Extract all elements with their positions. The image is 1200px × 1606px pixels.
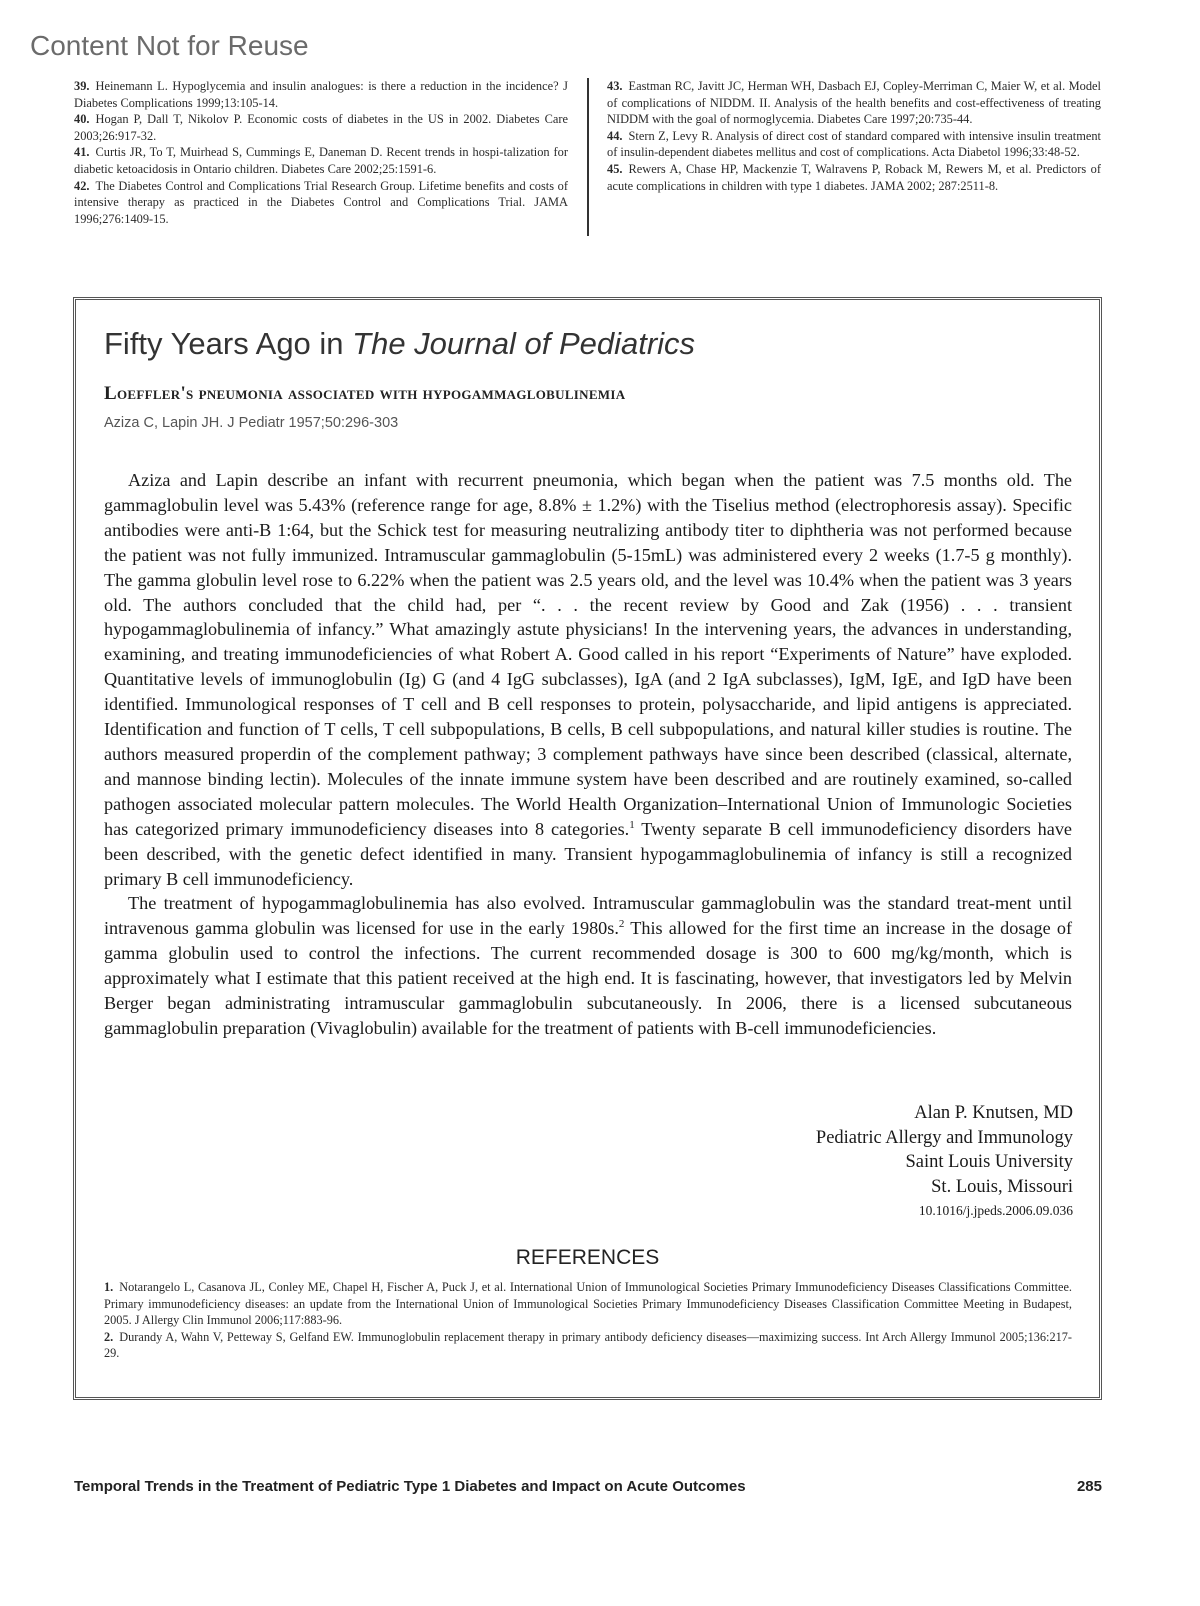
- paragraph-text: The treatment of hypogammaglobulinemia has also evolved. Intramuscular gammaglobulin was the standard treat-ment until intravenous gamma globulin was licensed for use in the early 1980s.: [104, 893, 1072, 939]
- article-citation: Aziza C, Lapin JH. J Pediatr 1957;50:296-303: [104, 415, 399, 431]
- article-subtitle: Loeffler's pneumonia associated with hypogammaglobulinemia: [104, 383, 626, 404]
- reference-item: [104, 1279, 1072, 1329]
- footnote-ref[interactable]: 2: [618, 918, 625, 931]
- reference-text: Eastman RC, Javitt JC, Herman WH, Dasbach EJ, Copley-Merriman C, Maier W, et al. Model of complications of NIDDM. II. Analysis of the health benefits and cost-effectiveness of treating NIDDM with the goal of normoglycemia. Diabetes Care 1997;20:735-44.: [607, 79, 1101, 127]
- reference-item: [104, 1329, 1072, 1362]
- reference-item: [607, 78, 1101, 128]
- paragraph: [104, 891, 1072, 1040]
- paragraph-text: This allowed for the first time an increase in the dosage of gamma globulin used to control the infections. The current recommended dosage is 300 to 600 mg/kg/month, which is approximately what I estimate that this patient received at the high end. It is fascinating, however, that investigators led by Melvin Berger began administrating intramuscular gammaglobulin subcutaneously. In 2006, there is a licensed subcutaneous gammaglobulin preparation (Vivaglobulin) available for the treatment of patients with B-cell immunodeficiencies.: [104, 918, 1072, 1038]
- reference-text: Rewers A, Chase HP, Mackenzie T, Walravens P, Roback M, Rewers M, et al. Predictors of acute complications in children with type 1 diabetes. JAMA 2002; 287:2511-8.: [607, 161, 1101, 193]
- reference-item: [607, 161, 1101, 194]
- reference-number: 39.: [74, 79, 90, 93]
- watermark: Content Not for Reuse: [30, 30, 309, 61]
- reference-number: 40.: [74, 112, 90, 127]
- top-references-right: [607, 78, 1101, 194]
- author-institution: Saint Louis University: [905, 1152, 1073, 1173]
- reference-number: 44.: [607, 128, 623, 143]
- author-signature: [816, 1101, 1073, 1224]
- reference-number: 43.: [607, 79, 623, 93]
- top-references-left: [74, 78, 568, 227]
- reference-text: Heinemann L. Hypoglycemia and insulin analogues: is there a reduction in the incidence? J Diabetes Complications 1999;13:105-14.: [74, 79, 568, 110]
- reference-number: 45.: [607, 161, 623, 176]
- reference-item: [74, 111, 568, 144]
- reference-text: The Diabetes Control and Complications Trial Research Group. Lifetime benefits and costs of intensive therapy as practiced in the Diabetes Control and Complications Trial. JAMA 1996;276:1409-15.: [74, 178, 568, 226]
- doi-link[interactable]: 10.1016/j.jpeds.2006.09.036: [918, 1203, 1073, 1219]
- feature-references: [104, 1279, 1072, 1362]
- reference-text: Stern Z, Levy R. Analysis of direct cost of standard compared with intensive insulin treatment of insulin-dependent diabetes mellitus and cost of complications. Acta Diabetol 1996;33:48-52.: [607, 128, 1101, 160]
- references-heading: REFERENCES: [515, 1246, 660, 1269]
- feature-title: [104, 326, 695, 362]
- reference-item: [74, 78, 568, 111]
- title-prefix: Fifty Years Ago in: [104, 326, 353, 361]
- running-title: Temporal Trends in the Treatment of Pediatric Type 1 Diabetes and Impact on Acute Outcomes: [74, 1478, 746, 1495]
- reference-number: 2.: [104, 1329, 114, 1344]
- paragraph-text: Aziza and Lapin describe an infant with recurrent pneumonia, which began when the patient was 7.5 months old. The gammaglobulin level was 5.43% (reference range for age, 8.8% ± 1.2%) with the Tiselius method (electrophoresis assay). Specific antibodies were anti-B 1:64, but the Schick test for measuring neutralizing antibody titer to diphtheria was not performed because the patient was not fully immunized. Intramuscular gammaglobulin (5-15mL) was administered every 2 weeks (1.7-5 g monthly). The gamma globulin level rose to 6.22% when the patient was 2.5 years old, and the level was 10.4% when the patient was 3 years old. The authors concluded that the child had, per “. . . the recent review by Good and Zak (1956) . . . transient hypogammaglobulinemia of infancy.” What amazingly astute physicians! In the intervening years, the advances in understanding, examining, and treating immunodeficiencies of what Robert A. Good called in his report “Experiments of Nature” have exploded. Quantitative levels of immunoglobulin (Ig) G (and 4 IgG subclasses), IgA (and 2 IgA subclasses), IgM, IgE, and IgD have been identified. Immunological responses of T cell and B cell responses to protein, polysaccharide, and lipid antigens is appreciated. Identification and function of T cells, T cell subpopulations, B cells, B cell subpopulations, and natural killer studies is routine. The authors measured properdin of the complement pathway; 3 complement pathways have since been described (classical, alternate, and mannose binding lectin). Molecules of the innate immune system have been described and are routinely examined, so-called pathogen associated molecular pattern molecules. The World Health Organization–International Union of Immunologic Societies has categorized primary immunodeficiency diseases into 8 categories.: [104, 470, 1072, 839]
- reference-text: Curtis JR, To T, Muirhead S, Cummings E, Daneman D. Recent trends in hospi-talization for diabetic ketoacidosis in Ontario children. Diabetes Care 2002;25:1591-6.: [74, 145, 568, 176]
- paragraph: [104, 468, 1072, 891]
- paragraph-text: Twenty separate B cell immunodeficiency disorders have been described, with the genetic defect identified in many. Transient hypogammaglobulinemia of infancy is still a recognized primary B cell immunodeficiency.: [104, 818, 1072, 889]
- reference-number: 1.: [104, 1280, 114, 1294]
- reference-number: 42.: [74, 178, 90, 193]
- reference-number: 41.: [74, 145, 90, 160]
- article-body: [104, 468, 1072, 1041]
- reference-item: [607, 128, 1101, 161]
- reference-item: [74, 144, 568, 177]
- reference-text: Durandy A, Wahn V, Petteway S, Gelfand EW. Immunoglobulin replacement therapy in primary antibody deficiency diseases—maximizing success. Int Arch Allergy Immunol 2005;136:217-29.: [104, 1329, 1072, 1361]
- reference-text: Hogan P, Dall T, Nikolov P. Economic costs of diabetes in the US in 2002. Diabetes Care 2003;26:917-32.: [74, 112, 568, 143]
- reference-item: [74, 178, 568, 228]
- page-number: 285: [1076, 1478, 1102, 1495]
- footnote-ref[interactable]: 1: [629, 818, 635, 831]
- journal-name: The Journal of Pediatrics: [352, 326, 696, 361]
- author-department: Pediatric Allergy and Immunology: [815, 1127, 1073, 1148]
- column-divider: [587, 78, 589, 236]
- reference-text: Notarangelo L, Casanova JL, Conley ME, Chapel H, Fischer A, Puck J, et al. International Union of Immunological Societies Primary Immunodeficiency Diseases Classifications Committee. Primary immunodeficiency diseases: an update from the International Union of Immunological Societies Primary Immunodeficiency Diseases Classification Committee Meeting in Budapest, 2005. J Allergy Clin Immunol 2006;117:883-96.: [104, 1280, 1072, 1328]
- author-name: Alan P. Knutsen, MD: [914, 1103, 1073, 1123]
- author-location: St. Louis, Missouri: [931, 1176, 1073, 1197]
